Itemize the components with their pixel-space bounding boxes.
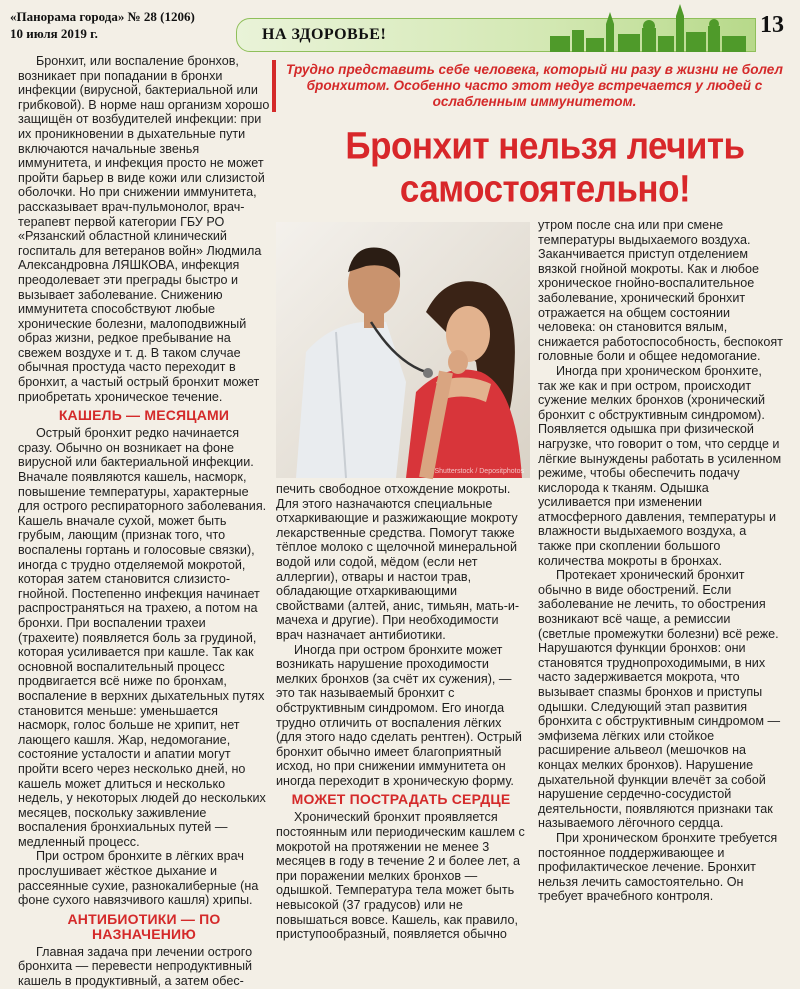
rubric-title: НА ЗДОРОВЬЕ!	[262, 26, 387, 43]
paragraph: Иногда при хроническом бронхите, так же как и при остром, происходит сужение мелких бронхов (хронический бронхит с обструктивным синдромом). Появляется одышка при физической нагрузке, что говорит о том, что сердце и лёгкие вынуждены работать в усиленном режиме, чтобы обеспечить подачу кислорода к тканям. Одышка усиливается при изменении атмосферного давления, температуры и влажности выдыхаемого воздуха, а также при скоплении большого количества мокроты в бронхах.	[538, 363, 782, 568]
page-header	[0, 0, 800, 62]
paragraph: Хронический бронхит проявляется постоянным или периодическим кашлем с мокротой на протяжении не менее 3 месяцев в году в течение 2 и более лет, а при поражении мелких бронхов — одышкой. Температура тела может быть невысокой (37 градусов) или не повышаться вовсе. Кашель, как правило, приступообразный, появляется обычно	[276, 810, 525, 942]
city-skyline-icon	[540, 2, 755, 52]
doctor-patient-illustration	[276, 222, 530, 478]
article-column-1	[18, 54, 270, 989]
headline-line-2: самостоятельно!	[399, 168, 691, 211]
subheading-antibiotics: АНТИБИОТИКИ — ПО НАЗНАЧЕНИЮ	[67, 910, 221, 942]
headline-line-1: Бронхит нельзя лечить	[345, 124, 745, 167]
issue-number: № 28 (1206)	[127, 9, 195, 24]
paragraph: Бронхит, или воспаление бронхов, возникает при попадании в бронхи инфекции (вирусной, бактериальной или грибковой). В норме наш организм хорошо защищён от возбудителей инфекции: при их проникновении в дыхательные пути включаются начальные звенья иммунитета, и инфекция просто не может пройти барьер в виде кожи или слизистой оболочки. Но при снижении иммунитета, рассказывает врач-пульмонолог, врач-терапевт первой категории ГБУ РО «Рязанский областной клинический госпиталь для ветеранов войн» Людмила Александровна ЛЯШКОВА, инфекция преодолевает эти преграды быстро и вызывает заболевание. Снижению иммунитета способствуют любые хронические болезни, малоподвижный образ жизни, редкое пребывание на свежем воздухе и т. д. В таком случае обычная простуда часто переходит в бронхит, а частый острый бронхит может приобретать хроническое течение.	[18, 54, 270, 404]
paragraph: печить свободное отхождение мокроты. Для этого назначаются специальные отхаркивающие и разжижающие мокроту лекарственные средства. Помогут также тёплое молоко с щелочной минеральной водой или содой, мёдом (если нет аллергии), отвары и настои трав, обладающие отхаркивающими свойствами (алтей, анис, тимьян, мать-и-мачеха и другие). При необходимости врач назначает антибиотики.	[276, 482, 520, 642]
paragraph: Главная задача при лечении острого бронхита — перевести непродуктивный кашель в продуктивный, а затем обес-	[18, 944, 253, 989]
page-number: 13	[760, 12, 784, 38]
issue-date: 10 июля 2019 г.	[10, 26, 98, 41]
article-column-3	[538, 218, 783, 904]
article-headline	[300, 125, 790, 211]
paragraph: Острый бронхит редко начинается сразу. Обычно он возникает на фоне вирусной или бактериальной инфекции. Вначале появляются кашель, насморк, повышение температуры, характерные для острого респираторного заболевания. Кашель вначале сухой, может быть грубым, лающим (признак того, что воспалены гортань и голосовые связки), иногда с трудно отделяемой мокротой, которая затем становится слизисто-гнойной. Постепенно инфекция начинает распространяться на трахею, а потом на бронхи. При воспалении трахеи (трахеите) появляется боль за грудиной, которая усиливается при кашле. Так как основной воспалительный процесс продвигается всё ниже по бронхам, воспаление в верхних дыхательных путях становится меньше: уменьшается насморк, голос больше не хрипит, нет лающего кашля. Жар, недомогание, состояние усталости и апатии могут пройти всего через несколько дней, но кашель может длиться и несколько недель, у некоторых людей до нескольких месяцев, поскольку заживление воспаления бронхиальных путей — медленный процесс.	[18, 426, 267, 849]
paragraph: При хроническом бронхите требуется постоянное поддерживающее и профилактическое лечение. Бронхит нельзя лечить самостоятельно. Он требует врачебного контроля.	[538, 830, 778, 904]
subheading-cough: КАШЕЛЬ — МЕСЯЦАМИ	[58, 407, 230, 424]
lead-accent-bar	[272, 60, 276, 112]
paragraph: Иногда при остром бронхите может возникать нарушение проходимости мелких бронхов (за счёт их сужения), — это так называемый бронхит с обструктивным синдромом. Его иногда трудно отличить от воспаления лёгких (для этого надо сделать рентген). Острый бронхит обычно имеет благоприятный исход, но при снижении иммунитета он иногда переходит в хроническую форму.	[276, 642, 522, 788]
article-lead: Трудно представить себе человека, который ни разу в жизни не болел бронхитом. Особенно часто этот недуг встречается у людей с ослабленным иммунитетом.	[285, 62, 783, 109]
paper-title: «Панорама города»	[10, 9, 125, 24]
subheading-heart: МОЖЕТ ПОСТРАДАТЬ СЕРДЦЕ	[291, 791, 511, 808]
paragraph: При остром бронхите в лёгких врач прослушивает жёсткое дыхание и рассеянные сухие, разнокалиберные (на фоне сухого навязчивого кашля) хрипы.	[18, 849, 259, 908]
paragraph: Протекает хронический бронхит обычно в виде обострений. Если заболевание не лечить, то обострения возникают всё чаще, а ремиссии (светлые промежутки болезни) всё реже. Нарушаются функции бронхов: они становятся труднопроходимыми, в них часто задерживается мокрота, что вызывает спазмы бронхов и приступы одышки. Следующий этап развития бронхита с обструктивным синдромом — эмфизема лёгких или стойкое расширение альвеол (мешочков на концах мелких бронхов). Нарушение дыхательной функции влечёт за собой нарушение сердечно-сосудистой деятельности, появляются признаки так называемого лёгочного сердца.	[538, 568, 781, 831]
article-column-2	[276, 482, 526, 942]
article-photo	[276, 222, 530, 478]
photo-credit: Shutterstock / Depositphotos	[434, 468, 524, 475]
paragraph: утром после сна или при смене температуры выдыхаемого воздуха. Заканчивается приступ отделением вязкой гнойной мокроты. Как и любое хроническое гнойно-воспалительное заболевание, хронический бронхит отражается на общем состоянии человека: он становится вялым, снижается работоспособность, беспокоят головные боли и общее недомогание.	[538, 218, 783, 364]
masthead-info	[10, 8, 195, 42]
